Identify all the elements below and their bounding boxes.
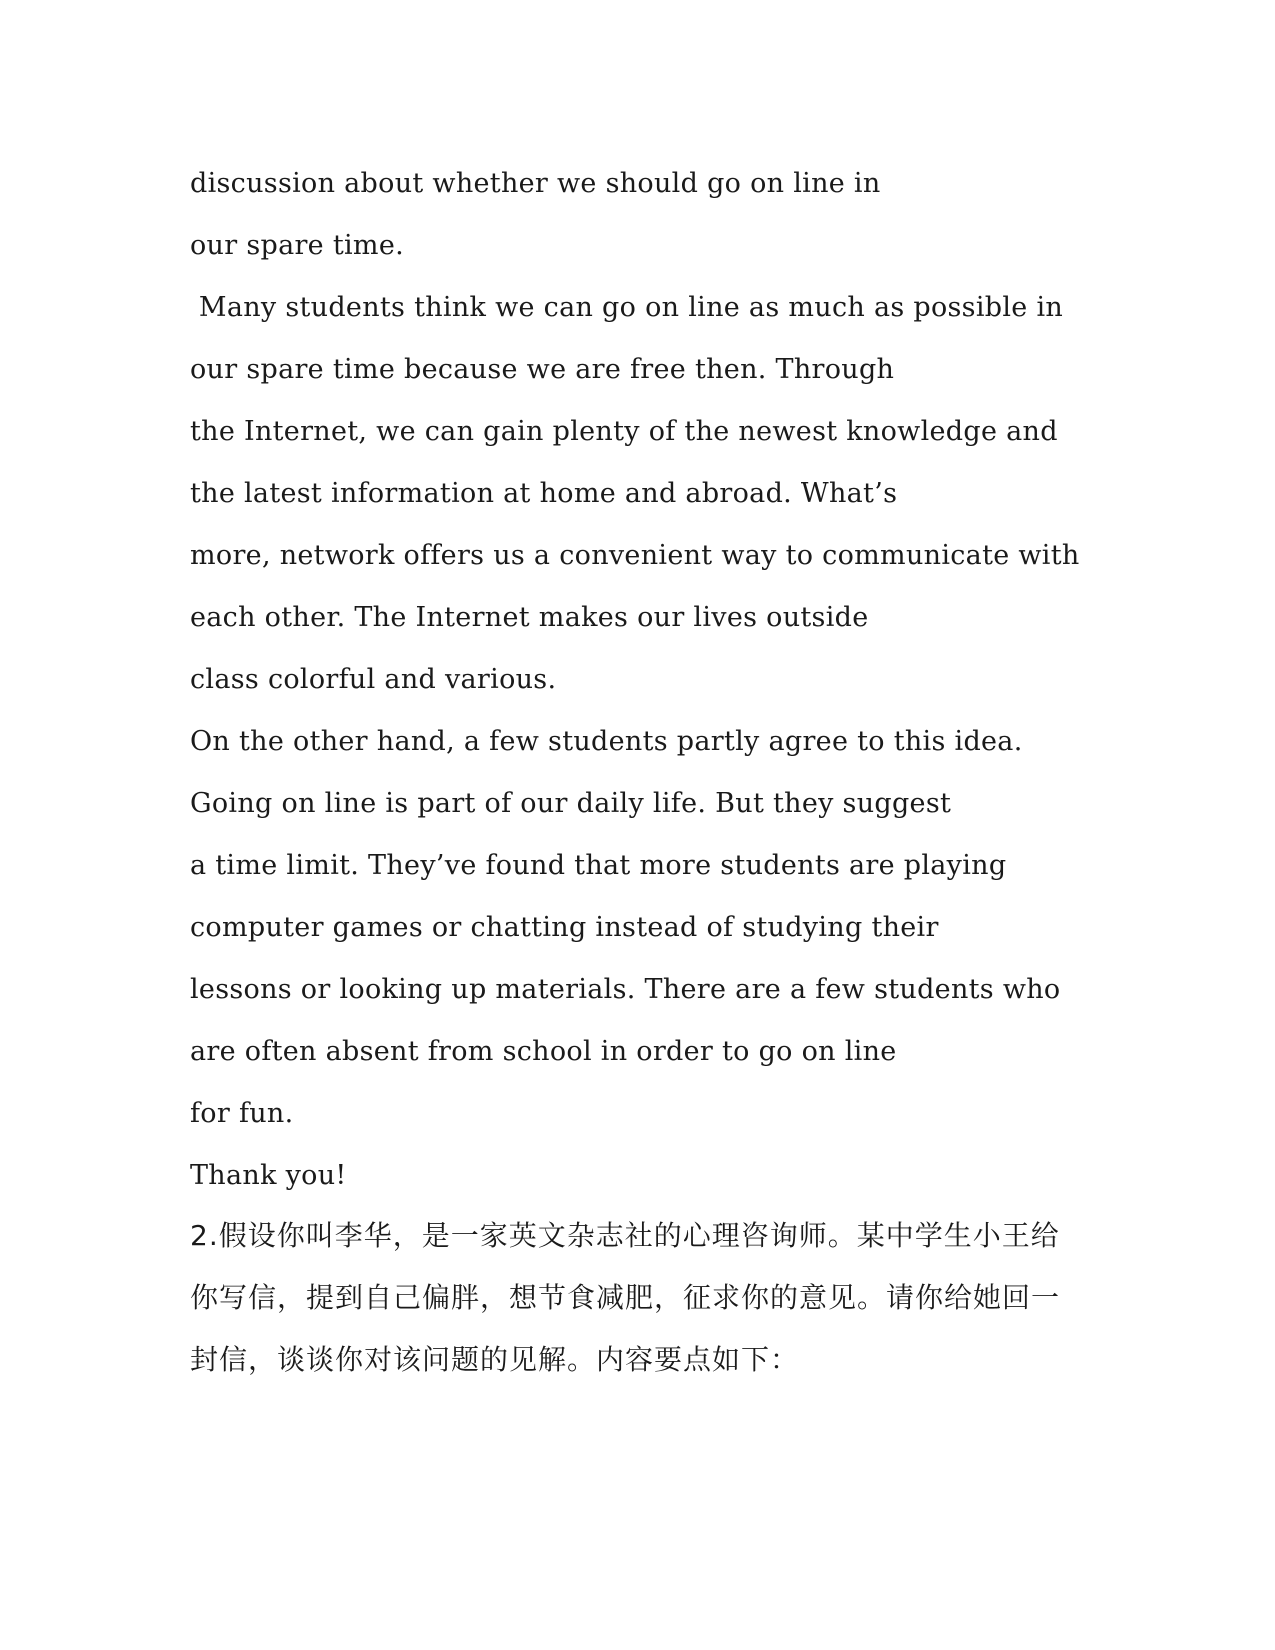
text-line: computer games or chatting instead of studying their xyxy=(190,912,939,943)
text-line: Many students think we can go on line as much as possible in xyxy=(190,292,1064,323)
text-line: the latest information at home and abroad. What’s xyxy=(190,478,898,509)
text-line: each other. The Internet makes our lives outside xyxy=(190,602,869,633)
text-line: class colorful and various. xyxy=(190,664,557,695)
question-line: 你写信，提到自己偏胖，想节食减肥，征求你的意见。请你给她回一 xyxy=(190,1281,1061,1314)
text-line: are often absent from school in order to go on line xyxy=(190,1036,897,1067)
text-line: Going on line is part of our daily life. But they suggest xyxy=(190,788,952,819)
text-line: On the other hand, a few students partly agree to this idea. xyxy=(190,726,1023,757)
text-line: Thank you! xyxy=(190,1160,347,1191)
text-line: our spare time because we are free then. Through xyxy=(190,354,895,385)
question-line: 封信，谈谈你对该问题的见解。内容要点如下： xyxy=(190,1343,800,1376)
text-line: for fun. xyxy=(190,1098,294,1129)
text-line: a time limit. They’ve found that more students are playing xyxy=(190,850,1007,881)
text-line: the Internet, we can gain plenty of the newest knowledge and xyxy=(190,416,1058,447)
text-line: lessons or looking up materials. There are a few students who xyxy=(190,974,1061,1005)
text-line: discussion about whether we should go on line in xyxy=(190,168,881,199)
text-line: more, network offers us a convenient way to communicate with xyxy=(190,540,1080,571)
text-line: our spare time. xyxy=(190,230,404,261)
question-line: 2.假设你叫李华，是一家英文杂志社的心理咨询师。某中学生小王给 xyxy=(190,1219,1060,1252)
